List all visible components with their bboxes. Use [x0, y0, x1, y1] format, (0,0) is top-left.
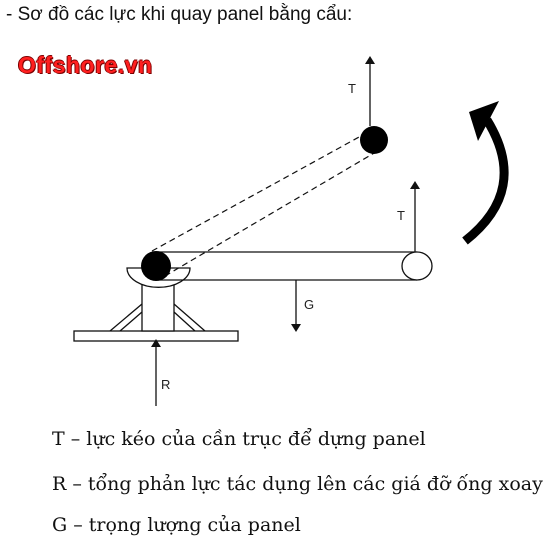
panel-end-cap	[402, 252, 432, 280]
page-heading: - Sơ đồ các lực khi quay panel bằng cẩu:	[6, 4, 353, 25]
base-plate	[74, 331, 238, 341]
weight-label: G	[304, 297, 315, 312]
legend-item-g: G – trọng lượng của panel	[52, 514, 301, 536]
rotation-arrow-body	[465, 120, 504, 241]
pivot-node	[141, 251, 171, 281]
left-brace	[110, 304, 142, 331]
tension-label-end: T	[397, 208, 405, 223]
legend-item-r: R – tổng phản lực tác dụng lên các giá đỡ ống xoay	[52, 473, 543, 495]
tension-label-top: T	[348, 81, 356, 96]
reaction-label: R	[161, 377, 171, 392]
legend-item-t: T – lực kéo của cần trục để dựng panel	[52, 428, 426, 450]
left-brace-inner	[120, 312, 142, 331]
offshore-vn-watermark: Offshore.vn	[18, 52, 153, 78]
rotated-panel-upper-dashed	[152, 131, 370, 251]
support-post	[142, 282, 174, 331]
right-brace-inner	[174, 312, 195, 331]
rotated-end-node	[360, 126, 388, 154]
right-brace	[174, 304, 205, 331]
rotated-panel-lower-dashed	[165, 149, 381, 276]
